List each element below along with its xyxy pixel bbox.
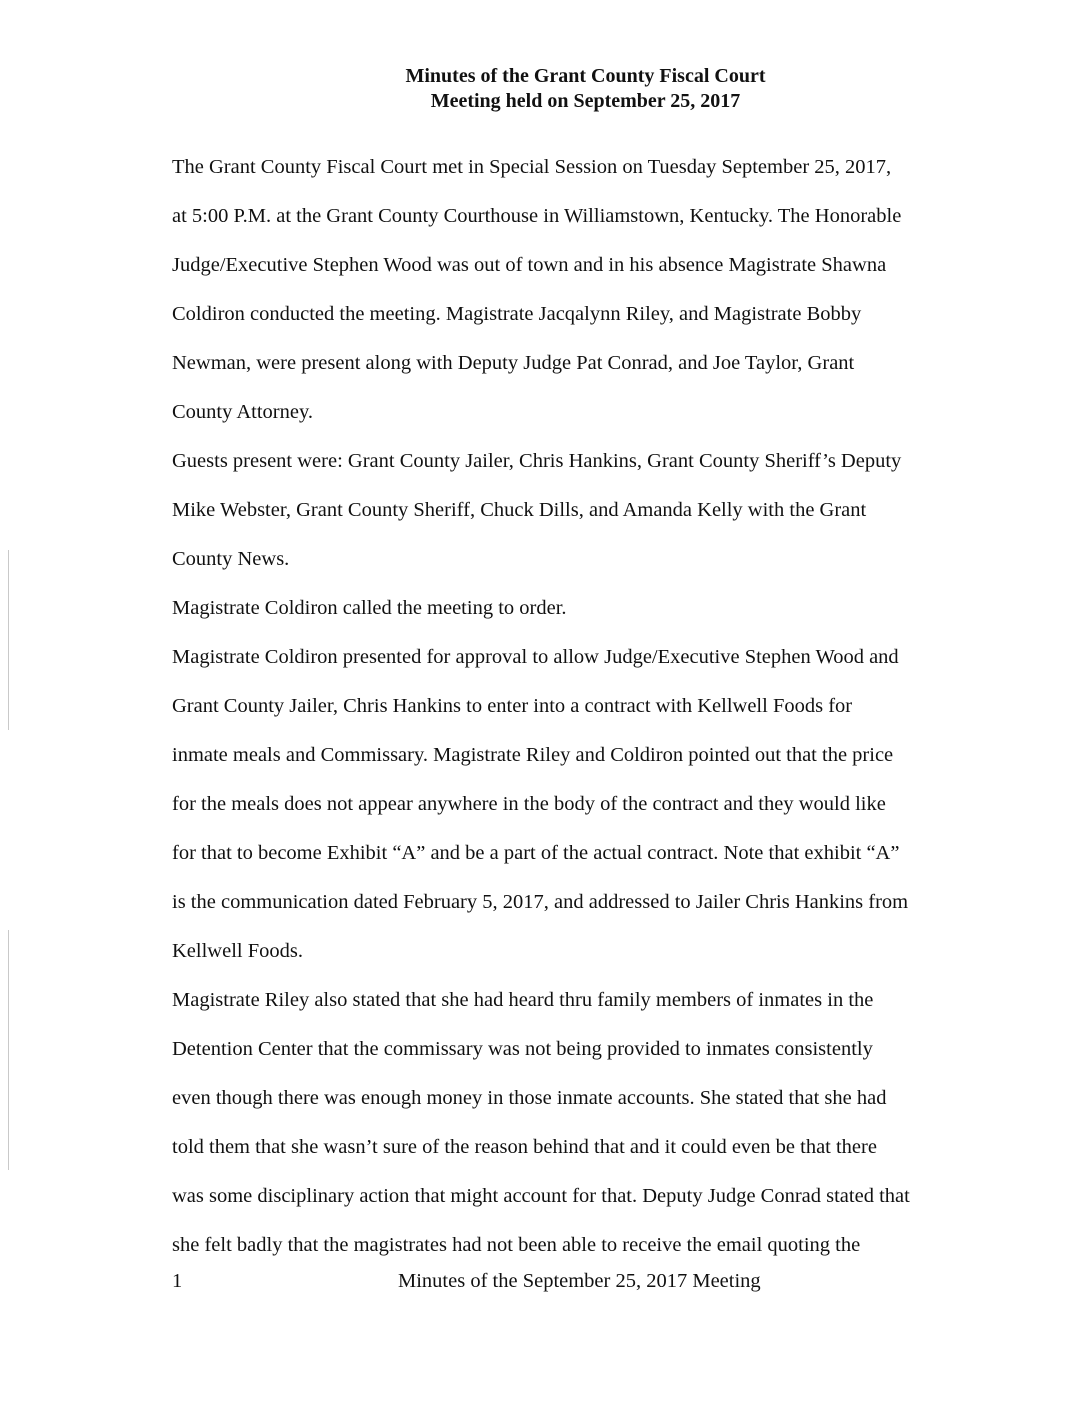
body-line: Detention Center that the commissary was not being provided to inmates consistently	[172, 1038, 873, 1060]
body-line: inmate meals and Commissary. Magistrate Riley and Coldiron pointed out that the price	[172, 744, 894, 766]
body-line: was some disciplinary action that might account for that. Deputy Judge Conrad stated that	[172, 1185, 910, 1207]
body-line: for the meals does not appear anywhere in the body of the contract and they would like	[172, 793, 886, 815]
body-line: Kellwell Foods.	[172, 940, 303, 962]
body-line: Magistrate Riley also stated that she had heard thru family members of inmates in the	[172, 989, 874, 1011]
body-line: is the communication dated February 5, 2017, and addressed to Jailer Chris Hankins from	[172, 891, 909, 913]
body-line: even though there was enough money in those inmate accounts. She stated that she had	[172, 1087, 887, 1109]
body-line: Guests present were: Grant County Jailer, Chris Hankins, Grant County Sheriff’s Deputy	[172, 450, 902, 472]
body-line: she felt badly that the magistrates had not been able to receive the email quoting the	[172, 1234, 861, 1256]
footer-text: Minutes of the September 25, 2017 Meeting	[398, 1270, 761, 1292]
body-line: Magistrate Coldiron called the meeting to order.	[172, 597, 567, 619]
body-line: Coldiron conducted the meeting. Magistrate Jacqalynn Riley, and Magistrate Bobby	[172, 303, 862, 325]
body-line: Magistrate Coldiron presented for approval to allow Judge/Executive Stephen Wood and	[172, 646, 899, 668]
scan-artifact	[8, 550, 9, 730]
body-line: at 5:00 P.M. at the Grant County Courthouse in Williamstown, Kentucky. The Honorable	[172, 205, 902, 227]
document-title: Minutes of the Grant County Fiscal Court	[405, 65, 766, 87]
body-line: Mike Webster, Grant County Sheriff, Chuck Dills, and Amanda Kelly with the Grant	[172, 499, 867, 521]
body-line: Judge/Executive Stephen Wood was out of town and in his absence Magistrate Shawna	[172, 254, 887, 276]
body-line: Newman, were present along with Deputy Judge Pat Conrad, and Joe Taylor, Grant	[172, 352, 855, 374]
page-number: 1	[172, 1270, 183, 1292]
body-line: The Grant County Fiscal Court met in Special Session on Tuesday September 25, 2017,	[172, 156, 892, 178]
body-line: for that to become Exhibit “A” and be a part of the actual contract. Note that exhibit “A”	[172, 842, 900, 864]
body-line: County Attorney.	[172, 401, 314, 423]
body-line: Grant County Jailer, Chris Hankins to enter into a contract with Kellwell Foods for	[172, 695, 853, 717]
scan-artifact	[8, 930, 9, 1170]
document-subtitle: Meeting held on September 25, 2017	[430, 90, 741, 112]
body-line: County News.	[172, 548, 290, 570]
body-line: told them that she wasn’t sure of the reason behind that and it could even be that there	[172, 1136, 877, 1158]
